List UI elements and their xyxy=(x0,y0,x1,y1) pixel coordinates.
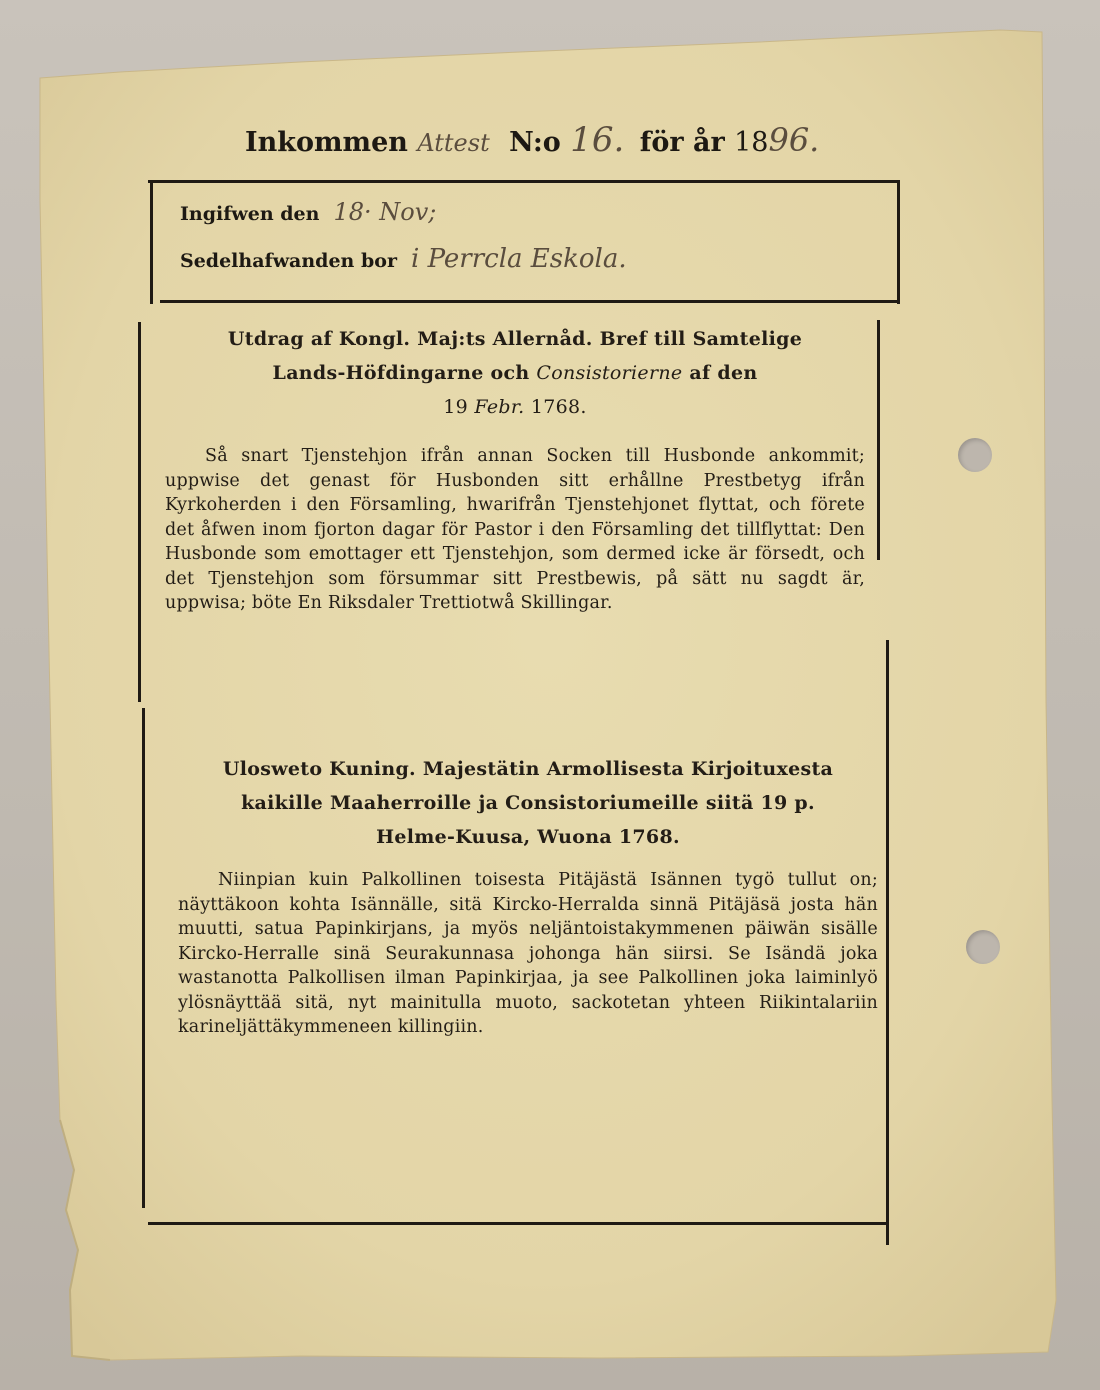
frame-rule-left-lower xyxy=(142,708,145,1208)
swedish-body: Så snart Tjenstehjon ifrån annan Socken till Husbonde ankommit; uppwise det genast för Husbonden sitt erhållne Prestbetyg ifrån Kyrkoherden i den Församling, hwarifrån Tjenstehjonet flyttat, och förete det åfwen inom fjorton dagar för Pastor i den Församling det tillflyttat: Den Husbonde som emottager ett Tjenstehjon, som dermed icke är försedt, och det Tjenstehjon som försummar sitt Prestbewis, på sätt nu sagdt är, uppwisa; böte En Riksdaler Trettiotwå Skillingar. xyxy=(165,446,865,613)
resident-label: Sedelhafwanden bor xyxy=(180,250,397,272)
finnish-heading-line3: Helme-Kuusa, Wuona 1768. xyxy=(376,826,680,848)
box-rule-right xyxy=(897,180,900,304)
finnish-excerpt xyxy=(178,752,878,1040)
box-rule-top xyxy=(148,180,900,183)
resident-place-handwritten: i Perrcla Eskola. xyxy=(411,244,627,274)
swedish-heading-day: 19 xyxy=(443,396,469,418)
title-attest-handwritten: Attest xyxy=(417,129,490,157)
frame-rule-right-lower xyxy=(886,640,889,1245)
finnish-heading-line1: Ulosweto Kuning. Majestätin Armollisesta Kirjoituxesta xyxy=(222,758,834,780)
swedish-heading-year: 1768. xyxy=(530,396,587,418)
punch-hole-bottom xyxy=(966,930,1000,964)
submitted-row xyxy=(180,198,880,234)
title-year-printed: 18 xyxy=(734,127,769,158)
swedish-excerpt xyxy=(165,322,865,616)
frame-rule-left-upper xyxy=(138,322,141,702)
finnish-heading xyxy=(178,752,878,854)
frame-rule-bottom xyxy=(148,1222,888,1225)
certificate-title xyxy=(245,120,865,170)
finnish-body: Niinpian kuin Palkollinen toisesta Pitäjästä Isännen tygö tullut on; näyttäkoon kohta Isännälle, sitä Kircko-Herralda sinnä Pitäjäsä josta hän muutti, satua Papinkirjans, ja myös neljäntoistakymmenen päiwän sisälle Kircko-Herralle sinä Seurakunnasa johonga hän siirsi. Se Isändä joka wastanotta Palkollisen ilman Papinkirjaa, ja see Palkollinen joka laiminlyö ylösnäyttää sitä, nyt mainitulla muoto, sackotetan yhteen Riikintalariin karineljättäkymmeneen killingiin. xyxy=(178,870,878,1037)
swedish-heading-line2-c: af den xyxy=(689,362,758,384)
resident-row xyxy=(180,244,880,284)
swedish-heading-line3 xyxy=(165,390,865,424)
swedish-heading-line2-b: Consistorierne xyxy=(536,362,683,384)
submitted-date-handwritten: 18· Nov; xyxy=(333,198,437,226)
frame-rule-right-upper xyxy=(877,320,880,560)
title-prefix: Inkommen xyxy=(245,127,408,158)
title-year-handwritten: 96. xyxy=(768,121,820,159)
swedish-heading-line2-a: Lands-Höfdingarne och xyxy=(272,362,530,384)
title-number-label: N:o xyxy=(509,127,561,158)
title-year-label: för år xyxy=(639,127,725,158)
box-rule-bottom xyxy=(160,300,898,303)
box-rule-left xyxy=(150,182,153,304)
swedish-heading-month: Febr. xyxy=(474,396,525,418)
swedish-heading-line2 xyxy=(165,356,865,390)
punch-hole-top xyxy=(958,438,992,472)
finnish-heading-line2: kaikille Maaherroille ja Consistoriumeille siitä 19 p. xyxy=(241,792,815,814)
title-number-handwritten: 16. xyxy=(570,120,625,160)
submitted-label: Ingifwen den xyxy=(180,203,320,225)
swedish-heading xyxy=(165,322,865,424)
swedish-heading-line1: Utdrag af Kongl. Maj:ts Allernåd. Bref till Samtelige xyxy=(227,328,803,350)
